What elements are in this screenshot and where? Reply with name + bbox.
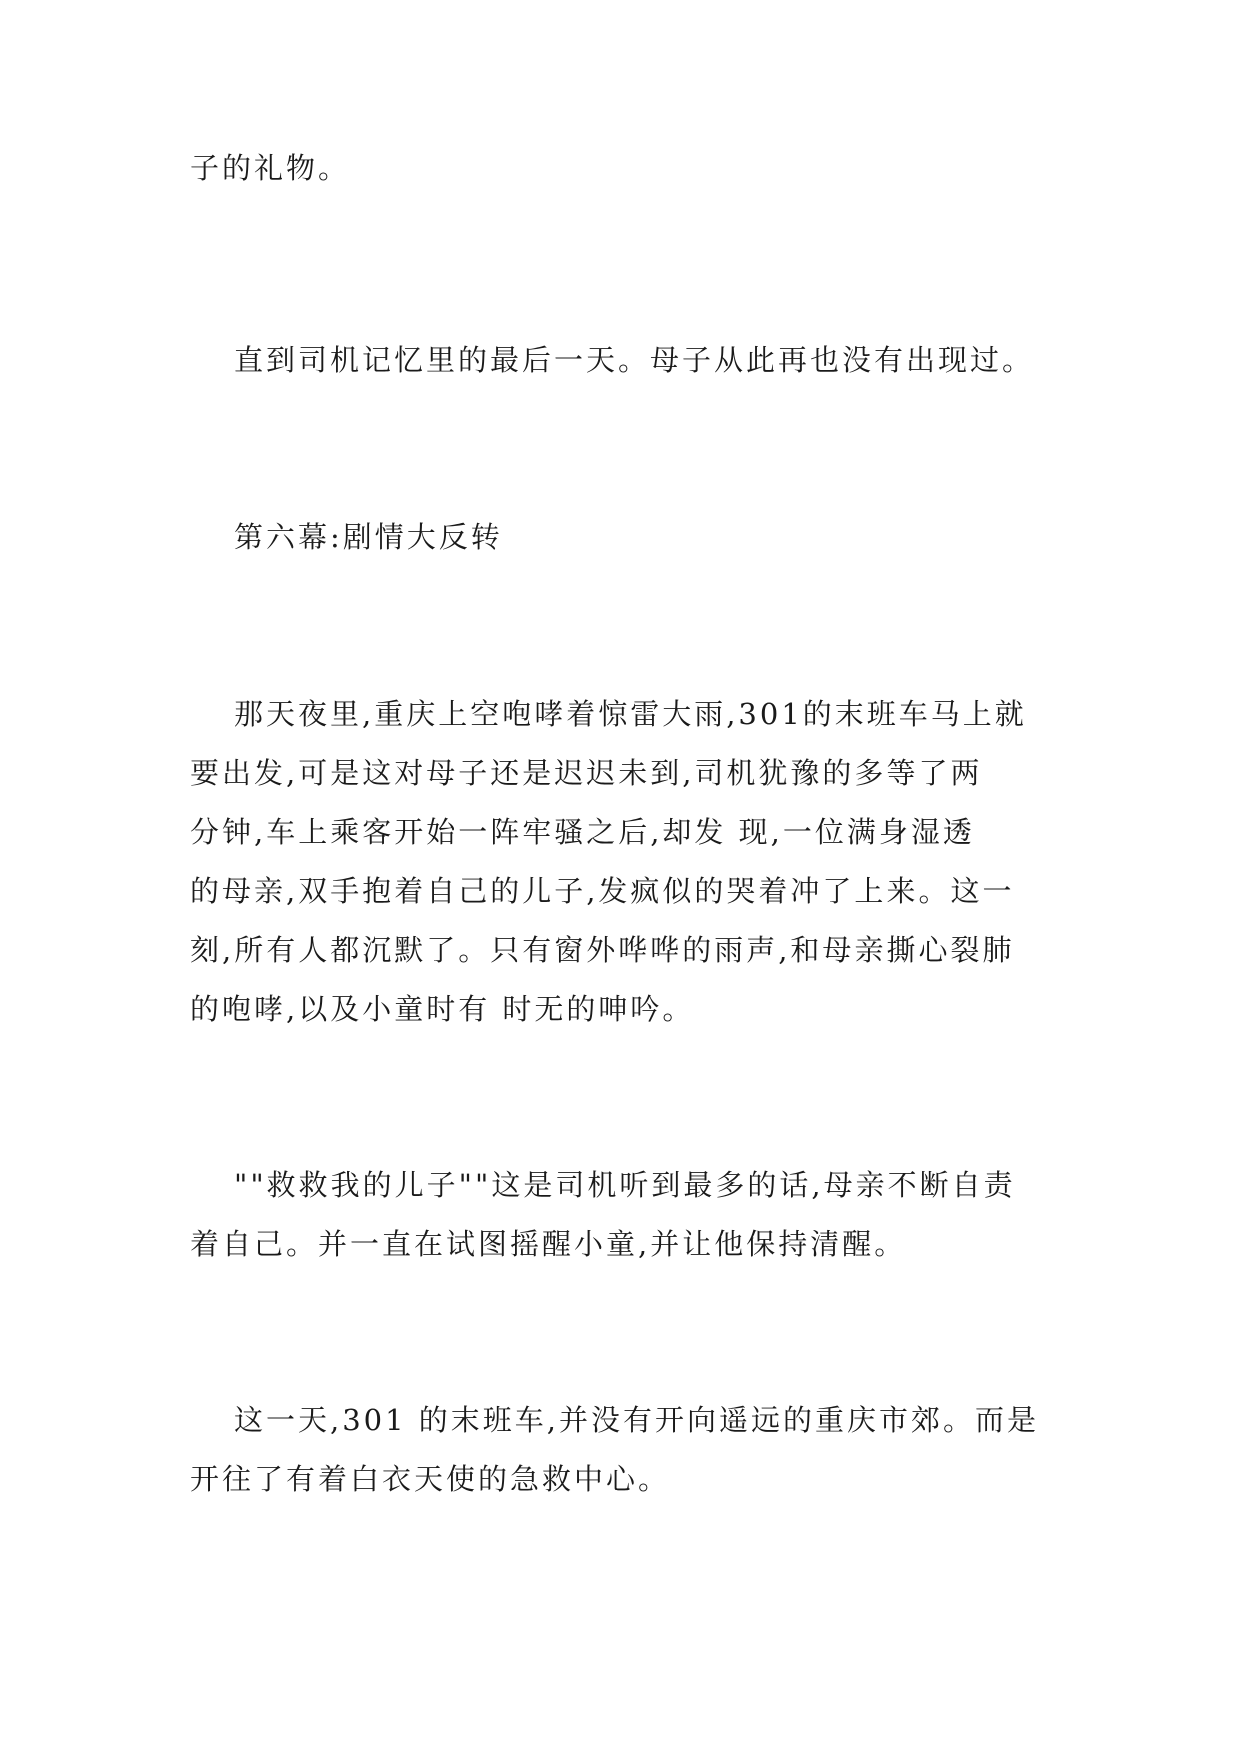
section-heading: [190, 508, 1060, 567]
paragraph-last-day: [190, 331, 1060, 390]
text-line: 刻,所有人都沉默了。只有窗外哗哗的雨声,和母亲撕心裂肺: [190, 933, 1015, 967]
text-line: 要出发,可是这对母子还是迟迟未到,司机犹豫的多等了两: [190, 756, 983, 790]
text-line: 的母亲,双手抱着自己的儿子,发疯似的哭着冲了上来。这一: [190, 874, 1015, 908]
paragraph-storm-night: [190, 685, 1060, 1039]
text-line: 直到司机记忆里的最后一天。母子从此再也没有出现过。: [234, 343, 1035, 377]
text-line: 那天夜里,重庆上空咆哮着惊雷大雨,301的末班车马上就: [234, 697, 1027, 731]
text-line: 的咆哮,以及小童时有 时无的呻吟。: [190, 992, 695, 1026]
text-line: 开往了有着白衣天使的急救中心。: [190, 1462, 671, 1496]
text-line: ""救救我的儿子""这是司机听到最多的话,母亲不断自责: [234, 1168, 1016, 1202]
text-line: 第六幕:剧情大反转: [234, 520, 503, 554]
text-line: 分钟,车上乘客开始一阵牢骚之后,却发 现,一位满身湿透: [190, 815, 975, 849]
text-line: 这一天,301 的末班车,并没有开向遥远的重庆市郊。而是: [234, 1403, 1040, 1437]
paragraph-last-bus: [190, 1391, 1060, 1509]
text-line: 子的礼物。: [190, 151, 351, 185]
paragraph-continuation: [190, 139, 1060, 198]
text-line: 着自己。并一直在试图摇醒小童,并让他保持清醒。: [190, 1227, 907, 1261]
paragraph-save-my-son: [190, 1156, 1060, 1274]
